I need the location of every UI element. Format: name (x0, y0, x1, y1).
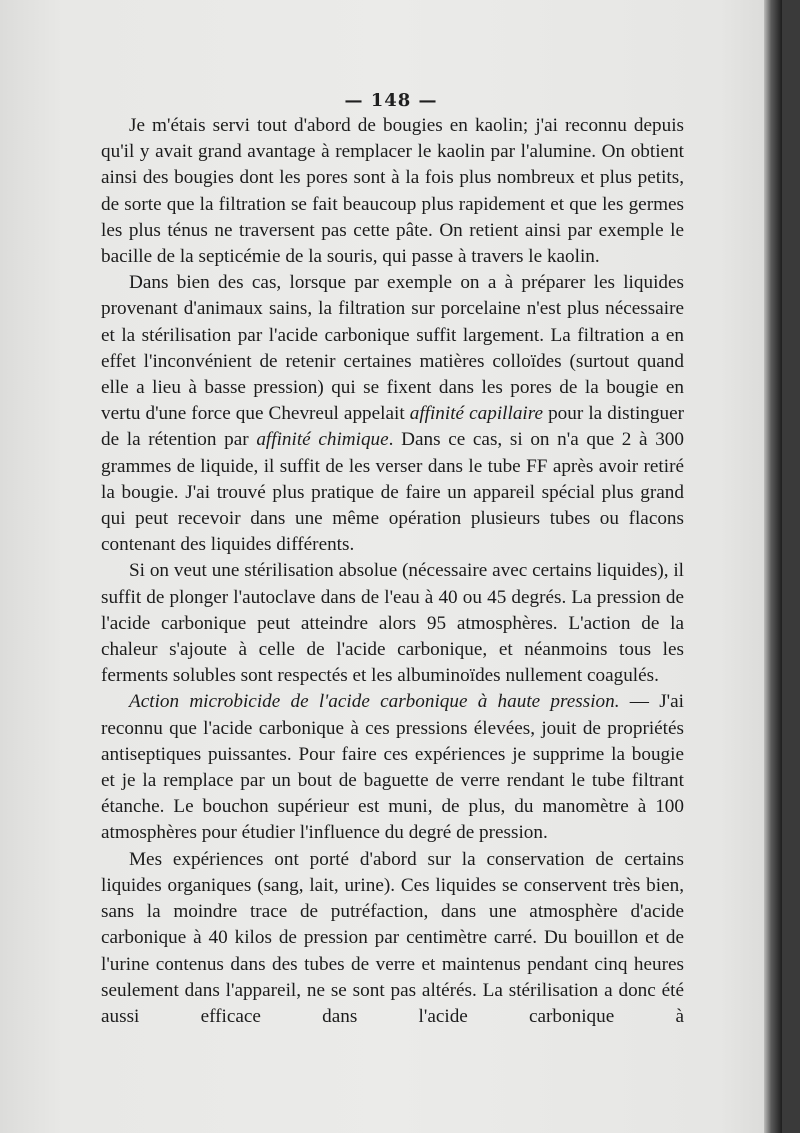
section-heading-italic: Action microbicide de l'acide carbonique à haute pression. (129, 691, 620, 713)
page-number: — 148 — (344, 90, 438, 111)
paragraph-2-text-before: Dans bien des cas, lorsque par exemple on a à préparer les liquides provenant d'animaux sains, la filtration sur porcelaine n'est plus nécessaire et la stérilisation par l'acide carbonique suffit largement. La filtration a en effet l'inconvénient de retenir certaines matières colloïdes (surtout quand elle a lieu à basse pression) qui se fixent dans les pores de la bougie en vertu d'une force que Chevreul appelait (101, 272, 684, 425)
paragraph-3: Si on veut une stérilisation absolue (nécessaire avec certains liquides), il suffit de plonger l'autoclave dans de l'eau à 40 ou 45 degrés. La pression de l'acide carbonique peut atteindre alors 95 atmosphères. L'action de la chaleur s'ajoute à celle de l'acide carbonique, et néanmoins tous les ferments solubles sont respectés et les albuminoïdes nullement coagulés. (101, 560, 684, 687)
body-text (101, 113, 684, 1030)
paragraph-1: Je m'étais servi tout d'abord de bougies en kaolin; j'ai reconnu depuis qu'il y avait grand avantage à remplacer le kaolin par l'alumine. On obtient ainsi des bougies dont les pores sont à la fois plus nombreux et plus petits, de sorte que la filtration se fait beaucoup plus rapidement et que les germes les plus ténus ne traversent pas cette pâte. On retient ainsi par exemple le bacille de la septicémie de la souris, qui passe à travers le kaolin. (101, 115, 684, 268)
page-edge-shadow (764, 0, 782, 1133)
paragraph-5: Mes expériences ont porté d'abord sur la conservation de certains liquides organiques (sang, lait, urine). Ces liquides se conservent très bien, sans la moindre trace de putréfaction, dans une atmosphère d'acide carbonique à 40 kilos de pression par centimètre carré. Du bouillon et de l'urine contenus dans des tubes de verre et maintenus pendant cinq heures seulement dans l'appareil, ne se sont pas altérés. La stérilisation a donc été aussi efficace dans l'acide carbonique à (101, 848, 684, 1027)
paragraph-2-text-middle: pour la distinguer de la rétention par (101, 403, 684, 451)
italic-term-capillaire: affinité capillaire (409, 403, 544, 425)
paragraph-4 (101, 689, 684, 846)
paragraph-4-text: — J'ai reconnu que l'acide carbonique à ces pressions élevées, jouit de propriétés antiseptiques puissantes. Pour faire ces expériences je supprime la bougie et je la remplace par un bout de baguette de verre rendant le tube filtrant étanche. Le bouchon supérieur est muni, de plus, du manomètre à 100 atmosphères pour étudier l'influence du degré de pression. (101, 691, 684, 844)
italic-term-chimique: affinité chimique (256, 429, 389, 451)
paragraph-2 (101, 270, 684, 558)
paragraph-2-text-after: . Dans ce cas, si on n'a que 2 à 300 grammes de liquide, il suffit de les verser dans le tube FF après avoir retiré la bougie. J'ai trouvé plus pratique de faire un appareil spécial plus grand qui peut recevoir dans une même opération plusieurs tubes ou flacons contenant des liquides différents. (101, 429, 684, 556)
